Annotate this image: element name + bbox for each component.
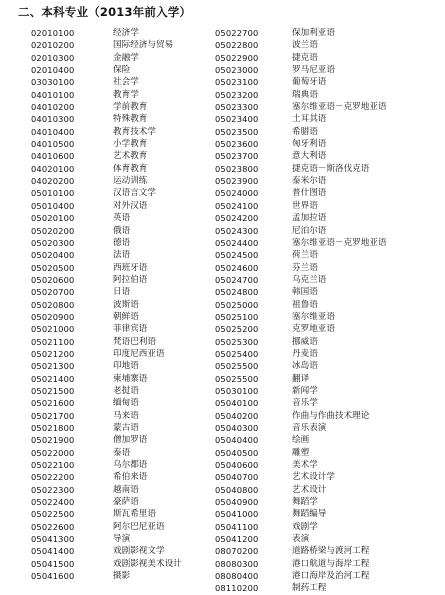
- major-name: 国际经济与贸易: [113, 40, 174, 51]
- major-name: 尼泊尔语: [292, 225, 327, 236]
- major-code: 05040500: [215, 447, 259, 458]
- table-row: [0, 89, 445, 101]
- major-name: 学前教育: [113, 102, 148, 113]
- major-name: 汉语言文学: [113, 188, 156, 199]
- major-code: 05021000: [31, 324, 75, 335]
- major-code: 05022600: [31, 521, 75, 532]
- major-name: 绘画: [292, 435, 310, 446]
- major-code: 04010100: [31, 89, 75, 100]
- major-code: 05040600: [215, 460, 259, 471]
- table-row: [0, 299, 445, 311]
- major-code: 05020300: [31, 237, 75, 248]
- major-code: 04020200: [31, 176, 75, 187]
- major-code: 02010100: [31, 28, 75, 38]
- major-name: 日语: [113, 287, 131, 298]
- major-code: 05020200: [31, 225, 75, 236]
- major-name: 道路桥梁与渡河工程: [292, 546, 370, 557]
- table-row: [0, 311, 445, 323]
- major-name: 法语: [113, 250, 131, 261]
- major-name: 俄语: [113, 225, 131, 236]
- major-code: 05041000: [215, 509, 259, 520]
- major-name: 土耳其语: [292, 114, 327, 125]
- major-code: 05041300: [31, 534, 75, 545]
- major-name: 保险: [113, 65, 131, 76]
- major-name: 波斯语: [113, 299, 139, 310]
- major-code: 05022000: [31, 447, 75, 458]
- table-row: [0, 508, 445, 520]
- table-row: [0, 410, 445, 422]
- major-code: 04010200: [31, 102, 75, 113]
- major-code: 05024300: [215, 225, 259, 236]
- major-code: 05022300: [31, 484, 75, 495]
- major-code: 05021200: [31, 348, 75, 359]
- major-name: 作曲与作曲技术理论: [292, 410, 370, 421]
- table-row: [0, 150, 445, 162]
- table-row: [0, 558, 445, 570]
- table-row: [0, 249, 445, 261]
- table-row: [0, 521, 445, 533]
- major-code: 05022400: [31, 497, 75, 508]
- table-row: [0, 101, 445, 113]
- major-code: 05041600: [31, 571, 75, 582]
- major-name: 捷克语－斯洛伐克语: [292, 163, 370, 174]
- major-name: 蒙古语: [113, 423, 139, 433]
- major-name: 马来语: [113, 410, 139, 421]
- table-row: [0, 397, 445, 409]
- major-code: 04010300: [31, 114, 75, 125]
- major-code: 05040200: [215, 410, 259, 421]
- major-code: 05022700: [215, 28, 259, 38]
- major-code: 05010400: [31, 200, 75, 211]
- table-row: [0, 27, 445, 39]
- major-code: 05041500: [31, 558, 75, 569]
- major-name: 对外汉语: [113, 200, 148, 211]
- major-code: 05022500: [31, 509, 75, 520]
- major-name: 菲律宾语: [113, 324, 148, 335]
- major-code: 05020500: [31, 262, 75, 273]
- major-name: 孟加拉语: [292, 213, 327, 224]
- major-code: 05024400: [215, 237, 259, 248]
- major-name: 戏剧学: [292, 521, 318, 532]
- major-code: 05024600: [215, 262, 259, 273]
- major-name: 艺术教育: [113, 151, 148, 162]
- major-code: 05023000: [215, 65, 259, 76]
- major-name: 朝鲜语: [113, 311, 139, 322]
- major-name: 乌尔都语: [113, 460, 148, 471]
- major-code: 05022200: [31, 472, 75, 483]
- major-code: 05010100: [31, 188, 75, 199]
- major-code: 05040700: [215, 472, 259, 483]
- major-code: 05024700: [215, 274, 259, 285]
- major-code: 05024200: [215, 213, 259, 224]
- major-name: 印度尼西亚语: [113, 348, 165, 359]
- major-code: 08080300: [215, 558, 259, 569]
- table-row: [0, 348, 445, 360]
- major-code: 08070200: [215, 546, 259, 557]
- major-code: 05020600: [31, 274, 75, 285]
- major-name: 丹麦语: [292, 348, 318, 359]
- major-name: 捷克语: [292, 52, 318, 63]
- major-name: 经济学: [113, 28, 139, 38]
- table-row: [0, 64, 445, 76]
- table-row: [0, 496, 445, 508]
- major-name: 英语: [113, 213, 131, 224]
- major-name: 特殊教育: [113, 114, 148, 125]
- major-code: 05020100: [31, 213, 75, 224]
- table-row: [0, 212, 445, 224]
- major-code: 05024500: [215, 250, 259, 261]
- major-code: 05021300: [31, 361, 75, 372]
- major-code: 05040400: [215, 435, 259, 446]
- table-row: [0, 422, 445, 434]
- major-code: 05041100: [215, 521, 259, 532]
- table-row: [0, 76, 445, 88]
- major-name: 梵语巴利语: [113, 336, 156, 347]
- major-code: 04020100: [31, 163, 75, 174]
- major-code: 05023500: [215, 126, 259, 137]
- table-row: [0, 582, 445, 594]
- major-name: 港口航道与海岸工程: [292, 558, 370, 569]
- major-name: 港口海岸及治河工程: [292, 571, 370, 582]
- major-name: 祖鲁语: [292, 299, 318, 310]
- major-name: 保加利亚语: [292, 28, 335, 38]
- major-code: 04010400: [31, 126, 75, 137]
- major-code: 05022800: [215, 40, 259, 51]
- major-code: 05030100: [215, 385, 259, 396]
- table-row: [0, 138, 445, 150]
- major-name: 希腊语: [292, 126, 318, 137]
- major-name: 音乐表演: [292, 423, 327, 433]
- major-code: 02010400: [31, 65, 75, 76]
- major-code: 02010300: [31, 52, 75, 63]
- major-name: 希伯来语: [113, 472, 148, 483]
- major-name: 美术学: [292, 460, 318, 471]
- major-name: 雕塑: [292, 447, 310, 458]
- table-row: [0, 459, 445, 471]
- major-code: 05025200: [215, 324, 259, 335]
- table-row: [0, 533, 445, 545]
- major-name: 印地语: [113, 361, 139, 372]
- major-code: 05040300: [215, 423, 259, 433]
- major-name: 瑞典语: [292, 89, 318, 100]
- major-name: 塞尔维亚语: [292, 311, 335, 322]
- major-code: 05020400: [31, 250, 75, 261]
- major-name: 阿拉伯语: [113, 274, 148, 285]
- table-row: [0, 545, 445, 557]
- major-name: 舞蹈学: [292, 497, 318, 508]
- major-name: 西班牙语: [113, 262, 148, 273]
- major-name: 阿尔巴尼亚语: [113, 521, 165, 532]
- major-name: 塞尔维亚语－克罗地亚语: [292, 102, 387, 113]
- major-code: 05023300: [215, 102, 259, 113]
- major-name: 克罗地亚语: [292, 324, 335, 335]
- major-name: 匈牙利语: [292, 139, 327, 150]
- major-name: 芬兰语: [292, 262, 318, 273]
- major-code: 05021600: [31, 398, 75, 409]
- major-name: 世界语: [292, 200, 318, 211]
- major-code: 05021900: [31, 435, 75, 446]
- major-name: 泰语: [113, 447, 131, 458]
- major-name: 运动训练: [113, 176, 148, 187]
- major-name: 越南语: [113, 484, 139, 495]
- major-name: 导演: [113, 534, 131, 545]
- major-name: 表演: [292, 534, 310, 545]
- major-code: 02010200: [31, 40, 75, 51]
- major-name: 德语: [113, 237, 131, 248]
- major-name: 艺术设计: [292, 484, 327, 495]
- major-name: 普什图语: [292, 188, 327, 199]
- major-code: 05040900: [215, 497, 259, 508]
- major-name: 翻译: [292, 373, 310, 384]
- major-name: 小学教育: [113, 139, 148, 150]
- table-row: [0, 434, 445, 446]
- table-row: [0, 200, 445, 212]
- table-row: [0, 163, 445, 175]
- major-code: 05022900: [215, 52, 259, 63]
- table-row: [0, 225, 445, 237]
- major-code: 05021500: [31, 385, 75, 396]
- table-row: [0, 237, 445, 249]
- table-row: [0, 385, 445, 397]
- table-row: [0, 187, 445, 199]
- major-code: 05024800: [215, 287, 259, 298]
- major-name: 豪萨语: [113, 497, 139, 508]
- major-code: 05020900: [31, 311, 75, 322]
- major-name: 摄影: [113, 571, 131, 582]
- major-name: 冰岛语: [292, 361, 318, 372]
- table-row: [0, 262, 445, 274]
- major-code: 05021700: [31, 410, 75, 421]
- major-code: 05020700: [31, 287, 75, 298]
- table-row: [0, 52, 445, 64]
- major-code: 05041400: [31, 546, 75, 557]
- major-table: [0, 27, 445, 595]
- major-name: 金融学: [113, 52, 139, 63]
- table-row: [0, 113, 445, 125]
- major-code: 05024000: [215, 188, 259, 199]
- major-name: 韩国语: [292, 287, 318, 298]
- major-code: 05025300: [215, 336, 259, 347]
- major-name: 葡萄牙语: [292, 77, 327, 88]
- major-code: 05025000: [215, 299, 259, 310]
- major-name: 波兰语: [292, 40, 318, 51]
- table-row: [0, 484, 445, 496]
- major-name: 戏剧影视文学: [113, 546, 165, 557]
- major-name: 音乐学: [292, 398, 318, 409]
- major-name: 艺术设计学: [292, 472, 335, 483]
- major-code: 05023700: [215, 151, 259, 162]
- major-code: 05023900: [215, 176, 259, 187]
- table-row: [0, 175, 445, 187]
- major-name: 泰米尔语: [292, 176, 327, 187]
- major-name: 挪威语: [292, 336, 318, 347]
- major-name: 制药工程: [292, 583, 327, 594]
- table-row: [0, 323, 445, 335]
- major-name: 体育教育: [113, 163, 148, 174]
- major-code: 05023400: [215, 114, 259, 125]
- major-name: 荷兰语: [292, 250, 318, 261]
- major-code: 05021400: [31, 373, 75, 384]
- major-code: 05023600: [215, 139, 259, 150]
- major-code: 05041200: [215, 534, 259, 545]
- major-name: 乌克兰语: [292, 274, 327, 285]
- major-name: 僧加罗语: [113, 435, 148, 446]
- major-code: 05021800: [31, 423, 75, 433]
- table-row: [0, 274, 445, 286]
- major-name: 柬埔寨语: [113, 373, 148, 384]
- major-name: 斯瓦希里语: [113, 509, 156, 520]
- major-name: 新闻学: [292, 385, 318, 396]
- section-heading: 二、本科专业（2013年前入学）: [18, 5, 192, 19]
- major-code: 05025500: [215, 361, 259, 372]
- major-code: 05021100: [31, 336, 75, 347]
- major-code: 05020800: [31, 299, 75, 310]
- major-name: 老挝语: [113, 385, 139, 396]
- major-code: 05040100: [215, 398, 259, 409]
- table-row: [0, 570, 445, 582]
- table-row: [0, 360, 445, 372]
- major-code: 05022100: [31, 460, 75, 471]
- table-row: [0, 373, 445, 385]
- major-code: 05025100: [215, 311, 259, 322]
- major-code: 08110200: [215, 583, 259, 594]
- major-name: 舞蹈编导: [292, 509, 327, 520]
- table-row: [0, 286, 445, 298]
- major-name: 缅甸语: [113, 398, 139, 409]
- major-name: 社会学: [113, 77, 139, 88]
- major-code: 05023200: [215, 89, 259, 100]
- major-code: 04010600: [31, 151, 75, 162]
- table-row: [0, 39, 445, 51]
- major-code: 05024100: [215, 200, 259, 211]
- major-code: 05025400: [215, 348, 259, 359]
- major-code: 08080400: [215, 571, 259, 582]
- major-code: 05023100: [215, 77, 259, 88]
- major-code: 05025500: [215, 373, 259, 384]
- table-row: [0, 471, 445, 483]
- major-name: 戏剧影视美术设计: [113, 558, 182, 569]
- major-code: 05023800: [215, 163, 259, 174]
- major-name: 教育技术学: [113, 126, 156, 137]
- major-code: 03030100: [31, 77, 75, 88]
- table-row: [0, 336, 445, 348]
- major-code: 05040800: [215, 484, 259, 495]
- major-name: 教育学: [113, 89, 139, 100]
- table-row: [0, 126, 445, 138]
- major-code: 04010500: [31, 139, 75, 150]
- major-name: 意大利语: [292, 151, 327, 162]
- table-row: [0, 447, 445, 459]
- major-name: 罗马尼亚语: [292, 65, 335, 76]
- major-name: 塞尔维亚语－克罗地亚语: [292, 237, 387, 248]
